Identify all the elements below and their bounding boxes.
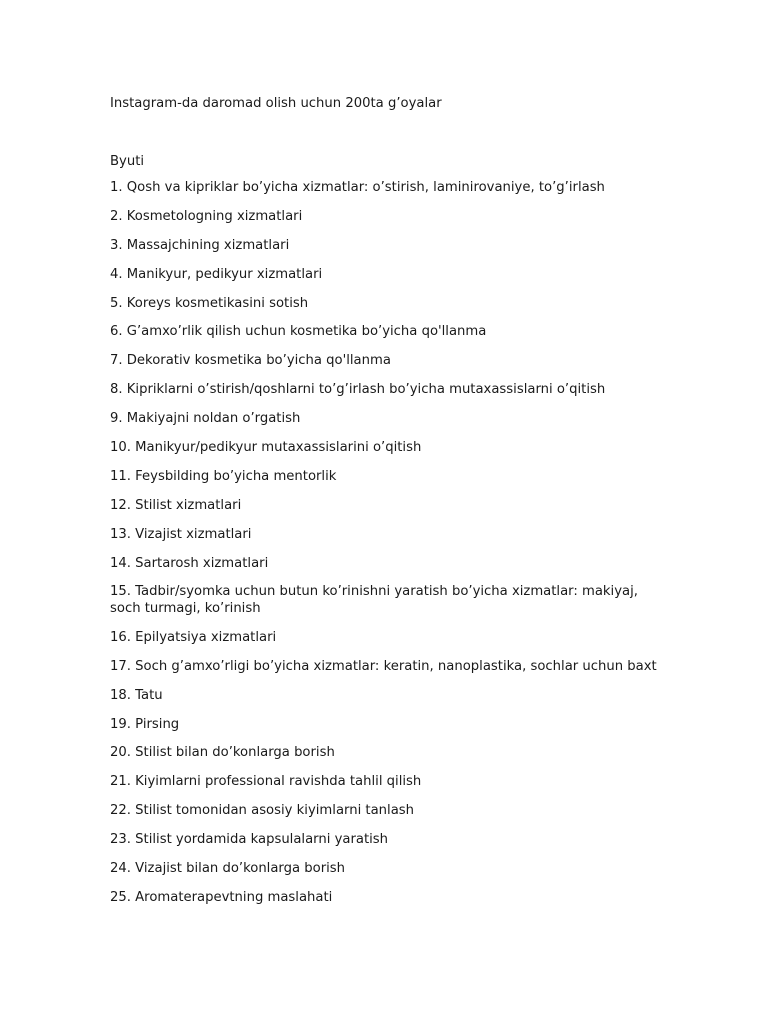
list-item: 5. Koreys kosmetikasini sotish	[110, 295, 309, 311]
list-item: 20. Stilist bilan do’konlarga borish	[110, 745, 335, 761]
list-item: 4. Manikyur, pedikyur xizmatlari	[110, 266, 323, 282]
list-item: 10. Manikyur/pedikyur mutaxassislarini o’qitish	[110, 440, 422, 456]
list-item: 19. Pirsing	[110, 716, 180, 732]
list-item: 12. Stilist xizmatlari	[110, 497, 242, 513]
list-item: 7. Dekorativ kosmetika bo’yicha qo'llanma	[110, 353, 391, 369]
list-item: 17. Soch g’amxo’rligi bo’yicha xizmatlar: keratin, nanoplastika, sochlar uchun baxt	[110, 658, 657, 674]
list-item: 21. Kiyimlarni professional ravishda tahlil qilish	[110, 774, 422, 790]
list-item: 3. Massajchining xizmatlari	[110, 237, 290, 253]
list-item: 9. Makiyajni noldan o’rgatish	[110, 411, 301, 427]
list-item: 8. Kipriklarni o’stirish/qoshlarni to’g’irlash bo’yicha mutaxassislarni o’qitish	[110, 382, 606, 398]
list-item: 1. Qosh va kipriklar bo’yicha xizmatlar: o’stirish, laminirovaniye, to’g’irlash	[110, 180, 605, 195]
list-item: 24. Vizajist bilan do’konlarga borish	[110, 860, 346, 876]
list-item: 23. Stilist yordamida kapsulalarni yaratish	[110, 832, 389, 848]
document-title: Instagram-da daromad olish uchun 200ta g’oyalar	[110, 96, 442, 111]
idea-list	[110, 180, 670, 919]
list-item: 14. Sartarosh xizmatlari	[110, 555, 269, 571]
list-item: 16. Epilyatsiya xizmatlari	[110, 629, 277, 645]
list-item: 22. Stilist tomonidan asosiy kiyimlarni tanlash	[110, 803, 415, 819]
list-item: 11. Feysbilding bo’yicha mentorlik	[110, 468, 337, 484]
list-item: 13. Vizajist xizmatlari	[110, 526, 252, 542]
list-item: 18. Tatu	[110, 687, 163, 703]
list-item: 15. Tadbir/syomka uchun butun ko’rinishni yaratish bo’yicha xizmatlar: makiyaj, soch turmagi, ko’rinish	[110, 584, 638, 616]
list-item: 2. Kosmetologning xizmatlari	[110, 208, 303, 224]
list-item: 6. G’amxo’rlik qilish uchun kosmetika bo’yicha qo'llanma	[110, 324, 487, 340]
section-heading: Byuti	[110, 154, 145, 169]
list-item: 25. Aromaterapevtning maslahati	[110, 889, 333, 905]
